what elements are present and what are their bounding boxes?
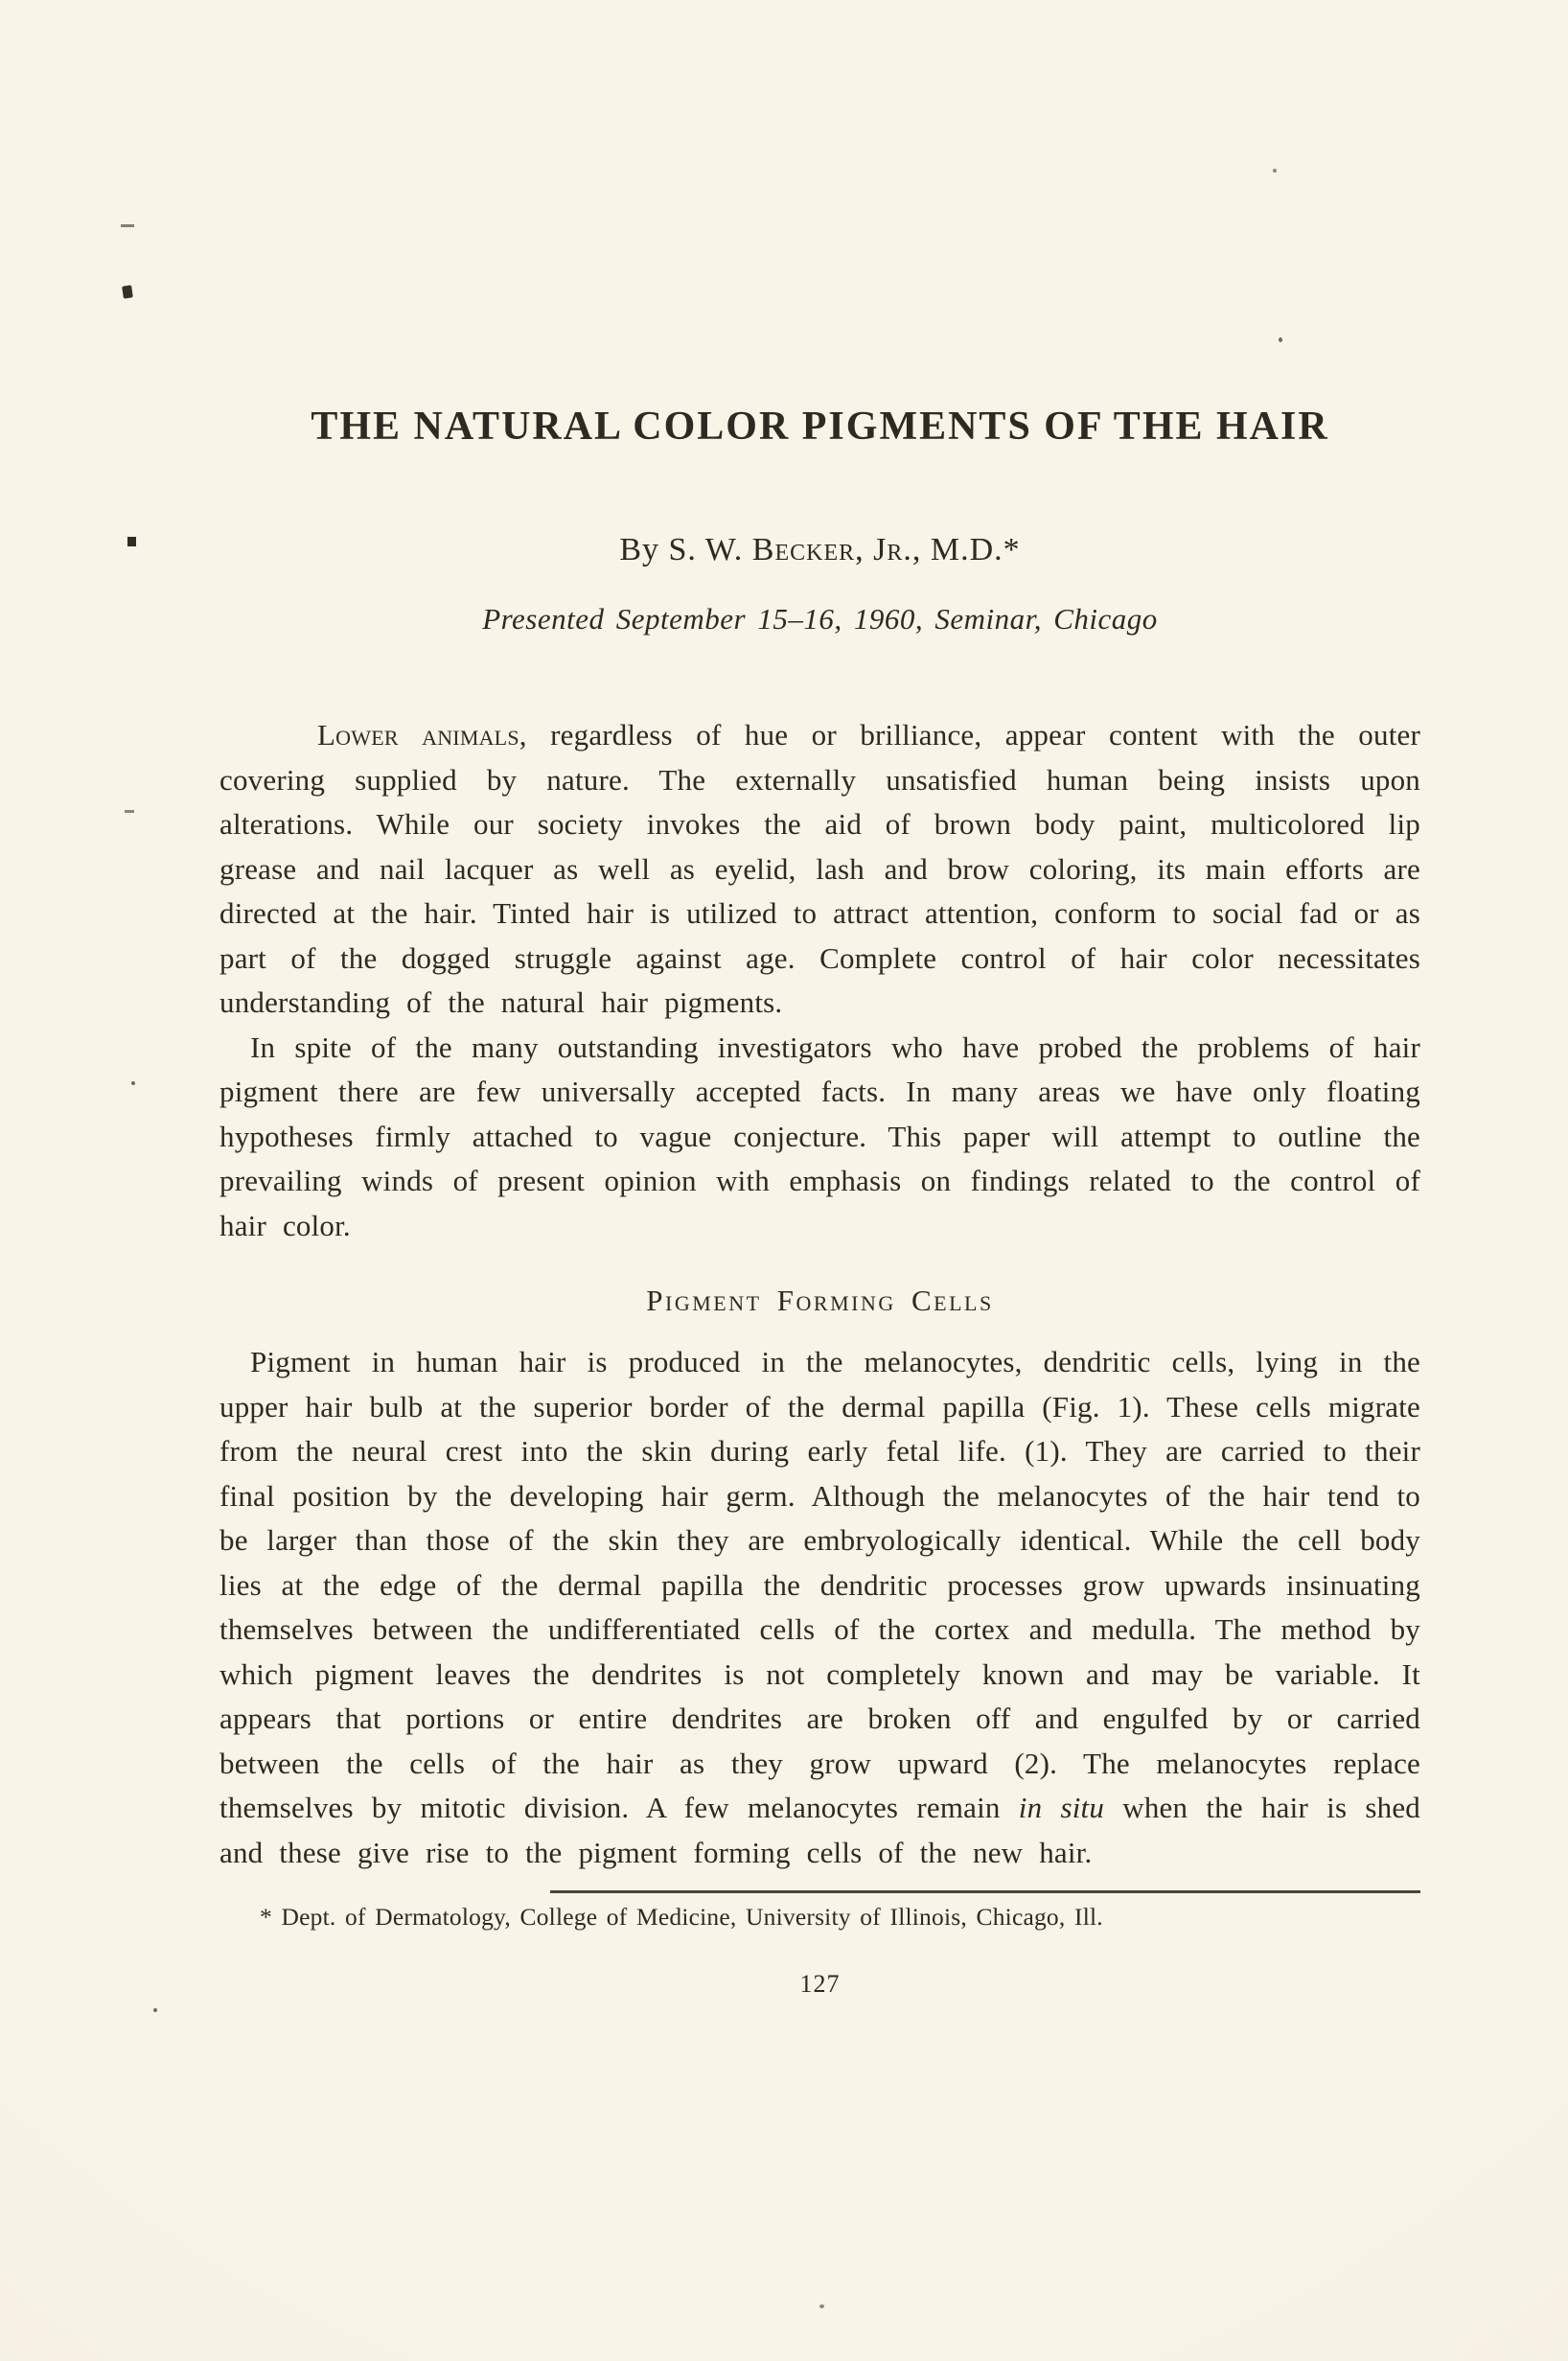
article-title: THE NATURAL COLOR PIGMENTS OF THE HAIR <box>311 405 1329 449</box>
scan-artifact <box>125 810 134 813</box>
author-name: Becker, Jr. <box>751 532 912 567</box>
intro-paragraph-2: In spite of the many outstanding investigators who have probed the problems of hair pigment there are few universally accepted facts. In many areas we have only floating hypotheses firmly attached to vague conjecture. This paper will attempt to outline the prevailing winds of present opinion with emphasis on findings related to the control of hair color. <box>219 1030 1420 1242</box>
scan-artifact <box>131 1081 135 1085</box>
paragraph-text: when the hair is shed and these give rise to the pigment forming cells of the new hair. <box>219 1791 1420 1869</box>
footnote: * Dept. of Dermatology, College of Medicine, University of Illinois, Chicago, Ill. <box>260 1903 1103 1931</box>
intro-paragraph-1 <box>219 713 1420 1026</box>
byline-prefix: By S. W. <box>619 532 752 567</box>
scan-artifact <box>122 285 133 298</box>
section-heading: Pigment Forming Cells <box>646 1284 994 1317</box>
small-caps-lead: Lower animals <box>317 718 519 752</box>
byline-suffix: , M.D.* <box>911 532 1021 567</box>
scan-artifact <box>127 537 136 546</box>
paragraph-text: , regardless of hue or brilliance, appear content with the outer covering supplied by nature. The externally unsatisfied human being insists upon alterations. While our society invokes the aid of brown body paint, multicolored lip grease and nail lacquer as well as eyelid, lash and brow coloring, its main efforts are directed at the hair. Tinted hair is utilized to attract attention, conform to social fad or as part of the dogged struggle against age. Complete control of hair color necessitates understanding of the natural hair pigments. <box>219 718 1421 1019</box>
footnote-rule <box>550 1890 1420 1893</box>
scan-artifact <box>819 2304 824 2308</box>
scan-artifact <box>153 2008 157 2012</box>
scan-artifact <box>121 224 134 227</box>
article <box>219 0 1420 1999</box>
presentation-note: Presented September 15–16, 1960, Seminar, Chicago <box>482 602 1158 636</box>
page-number: 127 <box>799 1970 841 1998</box>
paragraph-text: Pigment in human hair is produced in the melanocytes, dendritic cells, lying in the upper hair bulb at the superior border of the dermal papilla (Fig. 1). These cells migrate from the neural crest into the skin during early fetal life. (1). They are carried to their final position by the developing hair germ. Although the melanocytes of the hair tend to be larger than those of the skin they are embryologically identical. While the cell body lies at the edge of the dermal papilla the dendritic processes grow upwards insinuating themselves between the undifferentiated cells of the cortex and medulla. The method by which pigment leaves the dendrites is not completely known and may be variable. It appears that portions or entire dendrites are broken off and engulfed by or carried between the cells of the hair as they grow upward (2). The melanocytes replace themselves by mitotic division. A few melanocytes remain <box>219 1345 1420 1824</box>
italic-phrase: in situ <box>1018 1791 1105 1824</box>
section-paragraph <box>219 1340 1420 1875</box>
byline <box>219 529 1420 571</box>
